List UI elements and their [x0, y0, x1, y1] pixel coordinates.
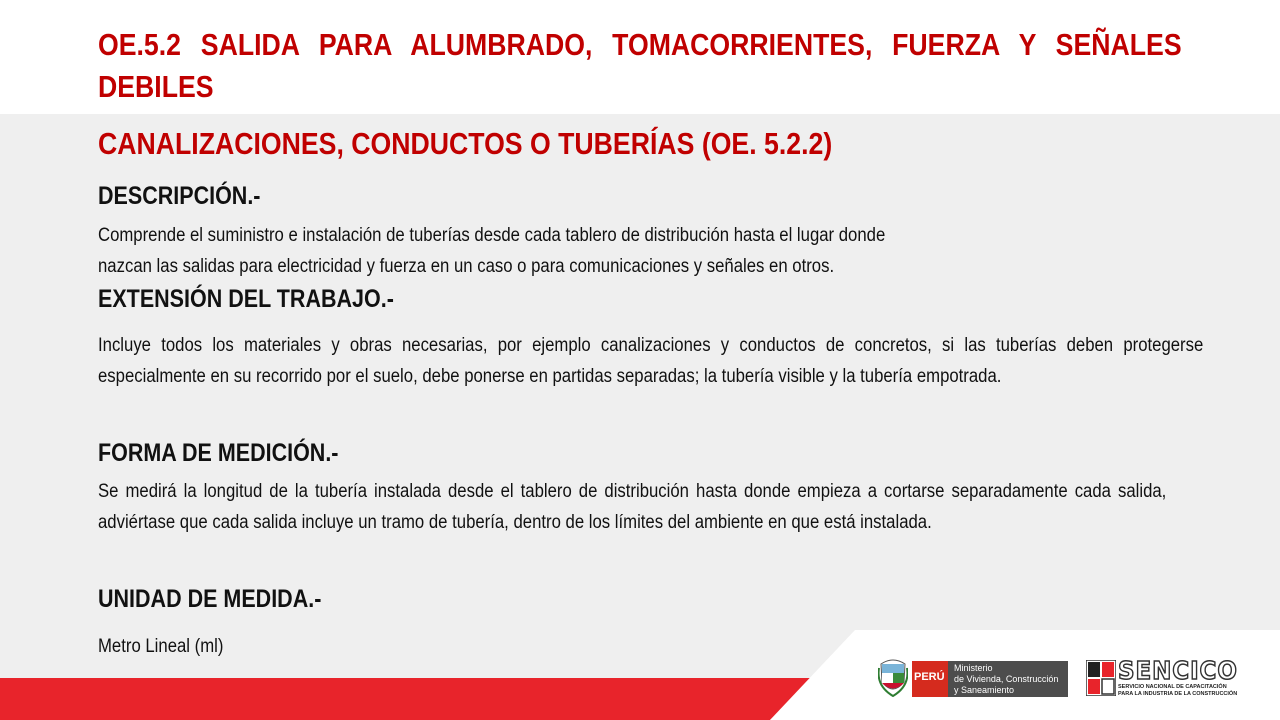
unidad-heading: UNIDAD DE MEDIDA.-	[98, 585, 322, 613]
descripcion-heading: DESCRIPCIÓN.-	[98, 182, 261, 210]
medicion-heading: FORMA DE MEDICIÓN.-	[98, 439, 339, 467]
peru-label: PERÚ	[914, 671, 945, 683]
extension-heading: EXTENSIÓN DEL TRABAJO.-	[98, 285, 394, 313]
medicion-text: Se medirá la longitud de la tubería instalada desde el tablero de distribución hasta donde empieza a cortarse separadamente cada salida, adviértase que cada salida incluye un tramo de tubería, dentro de los límites del ambiente en que está instalada.	[98, 481, 1167, 533]
ministry-line-2: de Vivienda, Construcción	[954, 674, 1059, 684]
sencico-emblem-icon	[1086, 660, 1116, 696]
descripcion-line-1: Comprende el suministro e instalación de tuberías desde cada tablero de distribución hasta el lugar donde	[98, 225, 886, 246]
ministry-badge	[948, 661, 1068, 697]
sencico-line-2: PARA LA INDUSTRIA DE LA CONSTRUCCIÓN	[1118, 691, 1238, 697]
sencico-line-1: SERVICIO NACIONAL DE CAPACITACIÓN	[1118, 684, 1227, 690]
extension-text: Incluye todos los materiales y obras necesarias, por ejemplo canalizaciones y conductos de concretos, si las tuberías deben protegerse especialmente en su recorrido por el suelo, debe ponerse en partidas separadas; la tubería visible y la tubería empotrada.	[98, 335, 1204, 387]
descripcion-line-2: nazcan las salidas para electricidad y fuerza en un caso o para comunicaciones y señales en otros.	[98, 256, 835, 277]
sencico-logo	[1118, 658, 1246, 698]
unidad-text: Metro Lineal (ml)	[98, 636, 224, 657]
slide-subtitle: CANALIZACIONES, CONDUCTOS O TUBERÍAS (OE. 5.2.2)	[98, 126, 833, 161]
slide-title: OE.5.2 SALIDA PARA ALUMBRADO, TOMACORRIENTES, FUERZA Y SEÑALES DEBILES	[98, 27, 1182, 104]
coat-of-arms-icon	[878, 656, 908, 698]
ministry-line-3: y Saneamiento	[954, 685, 1015, 695]
sencico-name: SENCICO	[1118, 656, 1238, 685]
red-stripe	[0, 678, 820, 720]
ministry-line-1: Ministerio	[954, 663, 993, 673]
peru-badge	[912, 661, 948, 697]
